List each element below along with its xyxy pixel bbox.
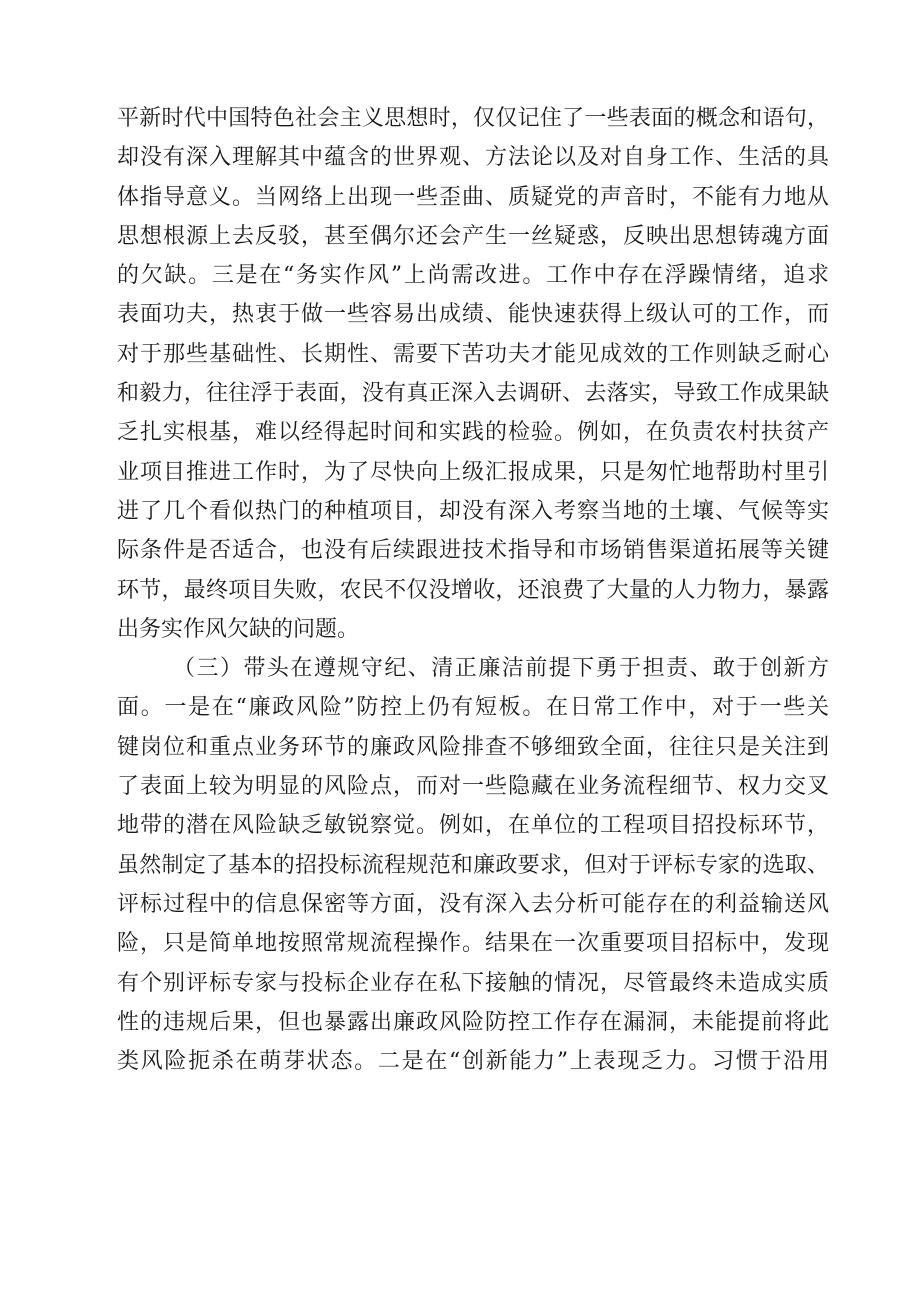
document-body: [117, 99, 829, 1081]
paragraph-2: [117, 649, 829, 1081]
text-line: 险，只是简单地按照常规流程操作。结果在一次重要项目招标中，发现: [117, 931, 829, 957]
text-line: 类风险扼杀在萌芽状态。二是在“创新能力”上表现乏力。习惯于沿用: [117, 1049, 829, 1075]
text-line: 虽然制定了基本的招投标流程规范和廉政要求，但对于评标专家的选取、: [117, 852, 829, 878]
text-line: 却没有深入理解其中蕴含的世界观、方法论以及对自身工作、生活的具: [117, 145, 829, 171]
text-line: 际条件是否适合，也没有后续跟进技术指导和市场销售渠道拓展等关键: [117, 538, 829, 564]
text-line: 性的违规后果，但也暴露出廉政风险防控工作存在漏洞，未能提前将此: [117, 1009, 829, 1035]
text-line: 了表面上较为明显的风险点，而对一些隐藏在业务流程细节、权力交叉: [117, 774, 829, 800]
text-line: 和毅力，往往浮于表面，没有真正深入去调研、去落实，导致工作成果缺: [117, 381, 829, 407]
text-line: 体指导意义。当网络上出现一些歪曲、质疑党的声音时，不能有力地从: [117, 184, 829, 210]
text-line: 对于那些基础性、长期性、需要下苦功夫才能见成效的工作则缺乏耐心: [117, 341, 829, 367]
text-line: 评标过程中的信息保密等方面，没有深入去分析可能存在的利益输送风: [117, 891, 829, 917]
section-heading-line: （三）带头在遵规守纪、清正廉洁前提下勇于担责、敢于创新方: [173, 656, 829, 682]
text-line: 出务实作风欠缺的问题。: [117, 616, 360, 642]
text-line: 地带的潜在风险缺乏敏锐察觉。例如，在单位的工程项目招投标环节，: [117, 813, 829, 839]
text-line: 环节，最终项目失败，农民不仅没增收，还浪费了大量的人力物力，暴露: [117, 577, 829, 603]
text-line: 表面功夫，热衷于做一些容易出成绩、能快速获得上级认可的工作，而: [117, 302, 829, 328]
text-line: 业项目推进工作时，为了尽快向上级汇报成果，只是匆忙地帮助村里引: [117, 459, 829, 485]
text-line: 乏扎实根基，难以经得起时间和实践的检验。例如，在负责农村扶贫产: [117, 420, 829, 446]
paragraph-1: [117, 99, 829, 649]
text-line: 进了几个看似热门的种植项目，却没有深入考察当地的土壤、气候等实: [117, 498, 829, 524]
text-line: 面。一是在“廉政风险”防控上仍有短板。在日常工作中，对于一些关: [117, 695, 829, 721]
text-line: 思想根源上去反驳，甚至偶尔还会产生一丝疑惑，反映出思想铸魂方面: [117, 223, 829, 249]
text-line: 有个别评标专家与投标企业存在私下接触的情况，尽管最终未造成实质: [117, 970, 829, 996]
text-line: 平新时代中国特色社会主义思想时，仅仅记住了一些表面的概念和语句，: [117, 106, 829, 131]
text-line: 的欠缺。三是在“务实作风”上尚需改进。工作中存在浮躁情绪，追求: [117, 263, 829, 289]
text-line: 键岗位和重点业务环节的廉政风险排查不够细致全面，往往只是关注到: [117, 734, 829, 760]
